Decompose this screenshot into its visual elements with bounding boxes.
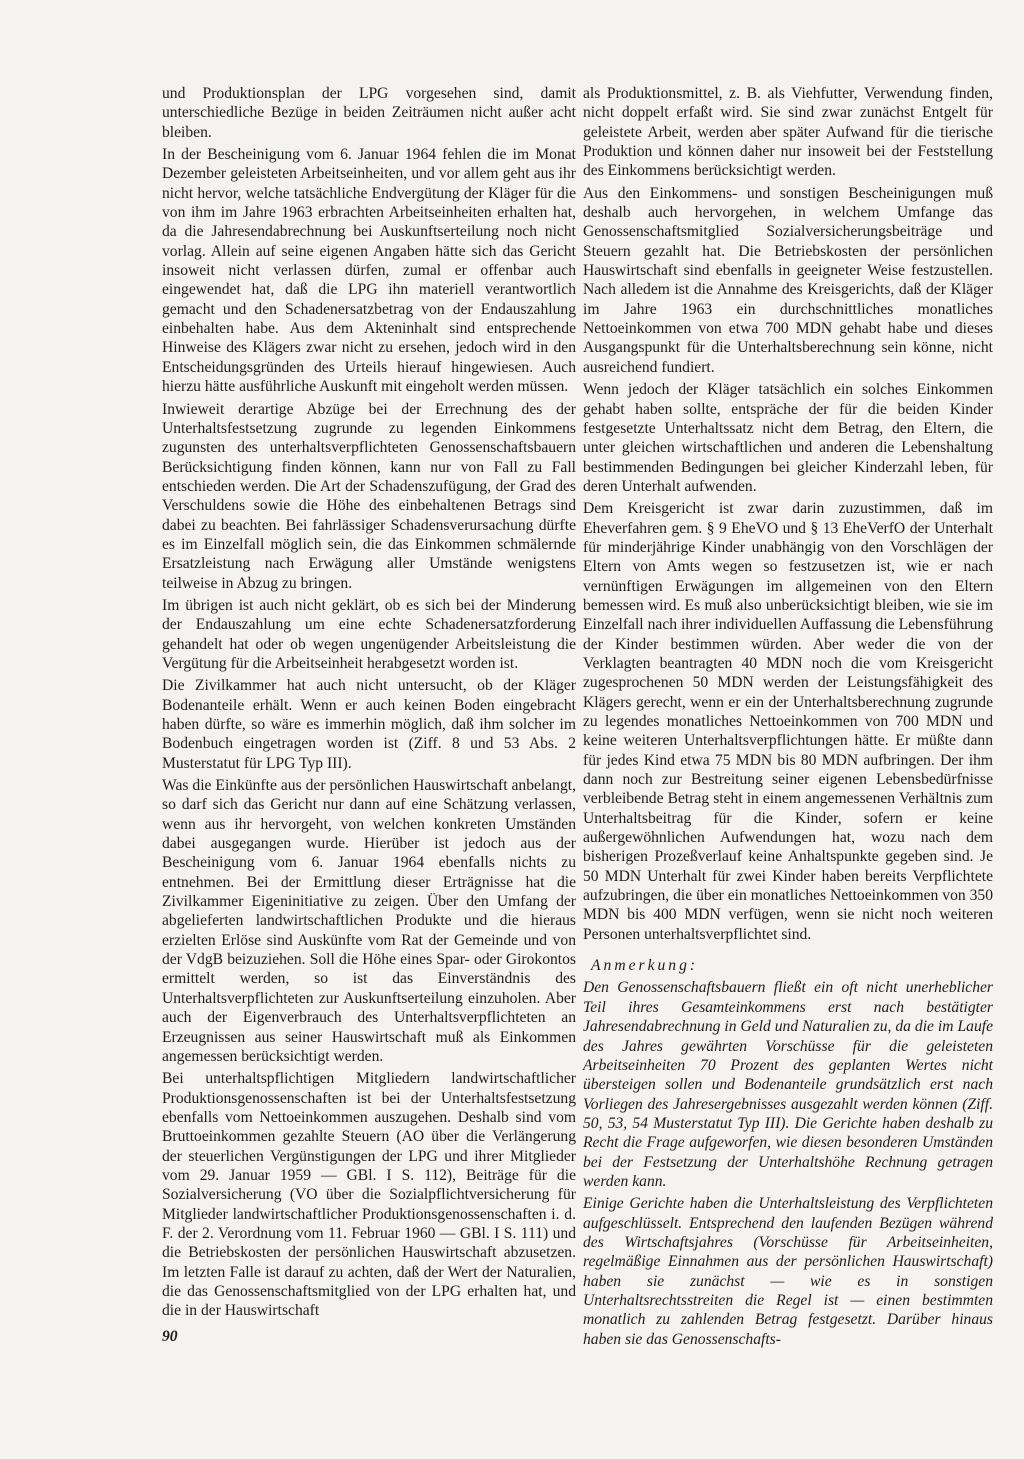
note-section (583, 978, 993, 1349)
left-paragraph-4: Im übrigen ist auch nicht geklärt, ob es sich bei der Minderung der Endauszahlung um eine echte Schadenersatzforderung gehandelt hat oder ob wegen ungenügender Arbeitsleistung die Vergütung für die Arbeitseinheit herabgesetzt worden ist. (162, 596, 576, 672)
left-paragraph-7: Bei unterhaltspflichtigen Mitgliedern landwirtschaftlicher Produktionsgenossenschaften ist bei der Unterhaltsfestsetzung ebenfalls vom Nettoeinkommen auszugehen. Deshalb sind vom Bruttoeinkommen gezahlte Steuern (AO über die Verlängerung der steuerlichen Vergünstigungen der LPG und ihrer Mitglieder vom 29. Januar 1959 — GBl. I S. 112), Beiträge für die Sozialversicherung (VO über die Sozialpflichtversicherung für Mitglieder landwirtschaftlicher Produktionsgenossenschaften i. d. F. der 2. Verordnung vom 11. Februar 1960 — GBl. I S. 111) und die Betriebskosten der persönlichen Hauswirtschaft abzusetzen. Im letzten Falle ist darauf zu achten, daß der Wert der Naturalien, die das Genossenschaftsmitglied von der LPG erhalten hat, und die in der Hauswirtschaft (162, 1070, 576, 1320)
page-number: 90 (162, 1328, 178, 1345)
left-column (162, 84, 576, 1324)
left-paragraph-3: Inwieweit derartige Abzüge bei der Errechnung des der Unterhaltsfestsetzung zugrunde zu legenden Einkommens zugunsten des unterhaltsverpflichteten Genossenschaftsbauern Berücksichtigung finden können, kann nur von Fall zu Fall entschieden werden. Die Art der Schadenszufügung, der Grad des Verschuldens sowie die Höhe des einbehaltenen Betrags sind dabei zu beachten. Bei fahrlässiger Schadensverursachung dürfte es im Einzelfall möglich sein, die das Einkommen schmälernde Ersatzleistung nach Erwägung aller Umstände wenigstens teilweise in Abzug zu bringen. (162, 400, 576, 592)
left-paragraph-6: Was die Einkünfte aus der persönlichen Hauswirtschaft anbelangt, so darf sich das Gericht nur dann auf eine Schätzung verlassen, wenn aus ihr hervorgeht, von welchen konkreten Umständen dabei ausgegangen wurde. Hierüber ist jedoch aus der Bescheinigung vom 6. Januar 1964 ebenfalls nichts zu entnehmen. Bei der Ermittlung dieser Erträgnisse hat die Zivilkammer Eigeninitiative zu zeigen. Über den Umfang der abgelieferten landwirtschaftlichen Produkte und die hieraus erzielten Erlöse sind Auskünfte vom Rat der Gemeinde und von der VdgB beizuziehen. Soll die Höhe eines Spar- oder Girokontos ermittelt werden, so ist das Einverständnis des Unterhaltsverpflichteten zur Auskunftserteilung einzuholen. Aber auch der Eigenverbrauch des Unterhaltsverpflichteten an Erzeugnissen aus seiner Hauswirtschaft muß als Einkommen angemessen berücksichtigt werden. (162, 777, 576, 1065)
left-paragraph-2: In der Bescheinigung vom 6. Januar 1964 fehlen die im Monat Dezember geleisteten Arbeitseinheiten, und vor allem geht aus ihr nicht hervor, welche tatsächliche Endvergütung der Kläger für die von ihm im Jahre 1963 erbrachten Arbeitseinheiten erhalten hat, da die Jahresendabrechnung bei Auskunftserteilung noch nicht vorlag. Allein auf seine eigenen Angaben hätte sich das Gericht insoweit nicht verlassen dürfen, zumal er offenbar auch eingewendet hat, daß die LPG ihn materiell verantwortlich gemacht und den Schadenersatzbetrag von der Endauszahlung einbehalten habe. Aus dem Akteninhalt sind entsprechende Hinweise des Klägers zwar nicht zu ersehen, jedoch wird in den Entscheidungsgründen des Urteils hierauf hingewiesen. Auch hierzu hätte ausführliche Auskunft mit eingeholt werden müssen. (162, 146, 576, 396)
left-paragraph-5: Die Zivilkammer hat auch nicht untersucht, ob der Kläger Bodenanteile erhält. Wenn er auch keinen Boden eingebracht haben dürfte, so wäre es immerhin möglich, daß ihm solcher im Bodenbuch eingetragen worden ist (Ziff. 8 und 53 Abs. 2 Musterstatut für LPG Typ III). (162, 677, 576, 772)
left-paragraph-1: und Produktionsplan der LPG vorgesehen sind, damit unterschiedliche Bezüge in beiden Zeiträumen nicht außer acht bleiben. (162, 85, 576, 141)
right-paragraph-1: als Produktionsmittel, z. B. als Viehfutter, Verwendung finden, nicht doppelt erfaßt wird. Sie sind zwar zunächst Entgelt für geleistete Arbeit, werden aber später Aufwand für die tierische Produktion und können daher nur insoweit bei der Feststellung des Einkommens berücksichtigt werden. (583, 85, 993, 180)
note-heading: Anmerkung: (591, 957, 699, 975)
right-column (583, 84, 993, 1352)
note-paragraph-1: Den Genossenschaftsbauern fließt ein oft nicht unerheblicher Teil ihres Gesamteinkommens erst nach bestätigter Jahresendabrechnung in Geld und Naturalien zu, da die im Laufe des Jahres gewährten Vorschüsse für die geleisteten Arbeitseinheiten 70 Prozent des geplanten Wertes nicht übersteigen sollen und Bodenanteile grundsätzlich erst nach Vorliegen des Jahresergebnisses ausgezahlt werden können (Ziff. 50, 53, 54 Musterstatut Typ III). Die Gerichte haben deshalb zu Recht die Frage aufgeworfen, wie diesen besonderen Umständen bei der Festsetzung der Unterhaltshöhe Rechnung getragen werden kann. (583, 979, 993, 1190)
right-paragraph-3: Wenn jedoch der Kläger tatsächlich ein solches Einkommen gehabt haben sollte, entspräche der für die beiden Kinder festgesetzte Unterhaltssatz nicht dem Betrag, den Eltern, die unter gleichen wirtschaftlichen und anderen die Lebenshaltung bestimmenden Bedingungen bei gleicher Kinderzahl leben, für deren Unterhalt aufwenden. (583, 381, 993, 495)
right-paragraph-2: Aus den Einkommens- und sonstigen Bescheinigungen muß deshalb auch hervorgehen, in welchem Umfange das Genossenschaftsmitglied Sozialversicherungsbeiträge und Steuern gezahlt hat. Die Betriebskosten der persönlichen Hauswirtschaft sind ebenfalls in geeigneter Weise festzustellen. Nach alledem ist die Annahme des Kreisgerichts, daß der Kläger im Jahre 1963 ein durchschnittliches monatliches Nettoeinkommen von etwa 700 MDN gehabt habe und dieses Ausgangspunkt für die Unterhaltsberechnung sein könne, nicht ausreichend fundiert. (583, 184, 993, 376)
right-paragraph-4: Dem Kreisgericht ist zwar darin zuzustimmen, daß im Eheverfahren gem. § 9 EheVO und § 13 EheVerfO der Unterhalt für minderjährige Kinder unabhängig von den Vorschlägen der Eltern von Amts wegen so festzusetzen ist, wie er nach vernünftigen Erwägungen im allgemeinen von den Eltern bemessen wird. Es muß also unberücksichtigt bleiben, wie sie im Einzelfall nach ihrer individuellen Auffassung die Lebensführung der Kinder bestimmen würden. Aber weder die von der Verklagten beantragten 40 MDN noch die vom Kreisgericht zugesprochenen 50 MDN werden der Leistungsfähigkeit des Klägers gerecht, wenn er ein der Unterhaltsberechnung zugrunde zu legendes monatliches Nettoeinkommen von 700 MDN und keine weiteren Unterhaltsverpflichtungen hätte. Er müßte dann für jedes Kind etwa 75 MDN bis 80 MDN aufbringen. Der ihm dann noch zur Bestreitung seiner eigenen Lebensbedürfnisse verbleibende Betrag steht in einem angemessenen Verhältnis zum Unterhaltsbeitrag für die Kinder, sofern er keine außergewöhnlichen Aufwendungen hat, wozu nach dem bisherigen Prozeßverlauf keine Anhaltspunkte gegeben sind. Je 50 MDN Unterhalt für zwei Kinder haben bereits Verpflichtete aufzubringen, die über ein monatliches Nettoeinkommen von 350 MDN bis 400 MDN verfügen, wenn sie nicht noch weiteren Personen unterhaltsverpflichtet sind. (583, 500, 993, 943)
note-paragraph-2: Einige Gerichte haben die Unterhaltsleistung des Verpflichteten aufgeschlüsselt. Entsprechend den laufenden Bezügen während des Wirtschaftsjahres (Vorschüsse für Arbeitseinheiten, regelmäßige Einnahmen aus der persönlichen Hauswirtschaft) haben sie zunächst — wie es in sonstigen Unterhaltsrechtsstreiten die Regel ist — einen bestimmten monatlich zu zahlenden Betrag festgesetzt. Darüber hinaus haben sie das Genossenschafts- (583, 1195, 993, 1348)
